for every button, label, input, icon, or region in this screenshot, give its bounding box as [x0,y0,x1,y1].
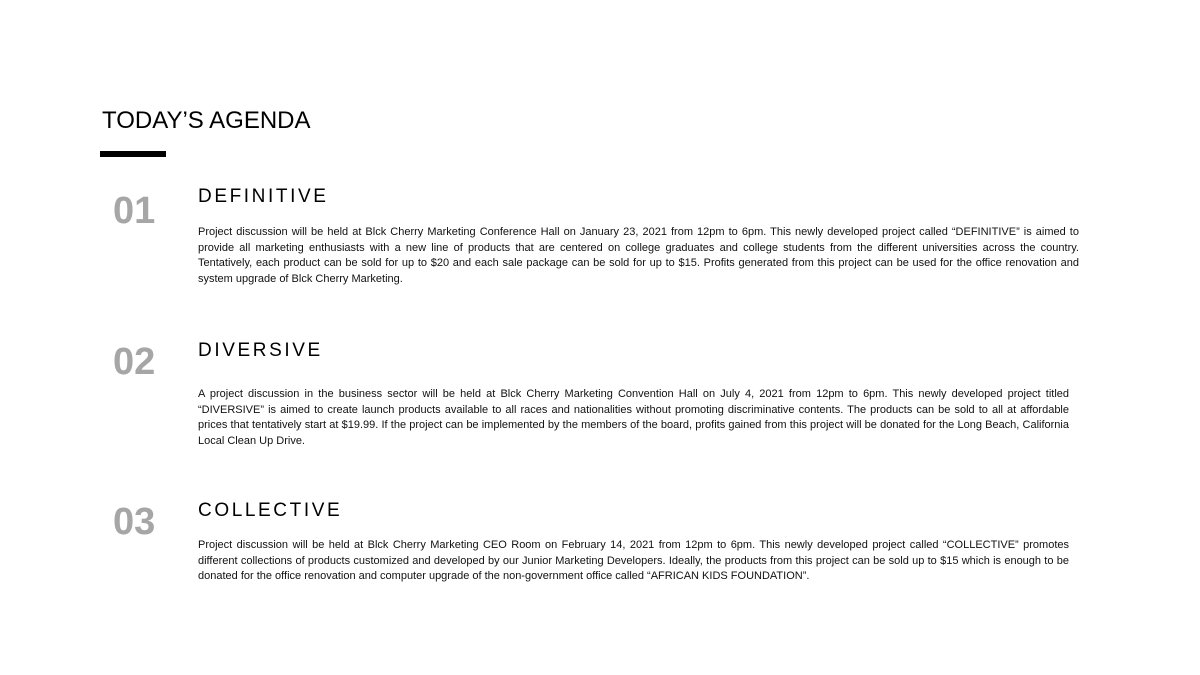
agenda-item-description: A project discussion in the business sector will be held at Blck Cherry Marketing Convention Hall on July 4, 2021 from 12pm to 6pm. This newly developed project titled “DIVERSIVE” is aimed to create launch products available to all races and nationalities without promoting discriminative contents. The products can be sold to all at affordable prices that tentatively start at $19.99. If the project can be implemented by the members of the board, profits gained from this project will be donated for the Long Beach, California Local Clean Up Drive. [198,388,1069,448]
page-title: TODAY’S AGENDA [102,107,311,134]
agenda-item-description: Project discussion will be held at Blck Cherry Marketing Conference Hall on January 23, 2021 from 12pm to 6pm. This newly developed project called “DEFINITIVE” is aimed to provide all marketing enthusiasts with a new line of products that are centered on college graduates and college students from the different universities across the country. Tentatively, each product can be sold for up to $20 and each sale package can be sold for up to $15. Profits generated from this project can be used for the office renovation and system upgrade of Blck Cherry Marketing. [198,226,1079,286]
agenda-item-heading: DIVERSIVE [198,340,323,361]
agenda-item-number: 02 [113,341,156,383]
agenda-item-number: 01 [113,190,156,232]
agenda-item-heading: DEFINITIVE [198,186,329,207]
agenda-item-description: Project discussion will be held at Blck Cherry Marketing CEO Room on February 14, 2021 from 12pm to 6pm. This newly developed project called “COLLECTIVE” promotes different collections of products customized and developed by our Junior Marketing Developers. Ideally, the products from this project can be sold up to $15 which is enough to be donated for the office renovation and computer upgrade of the non-government office called “AFRICAN KIDS FOUNDATION”. [198,539,1069,583]
agenda-item-number: 03 [113,501,156,543]
agenda-item-heading: COLLECTIVE [198,500,343,521]
title-underline-bar [100,151,166,157]
